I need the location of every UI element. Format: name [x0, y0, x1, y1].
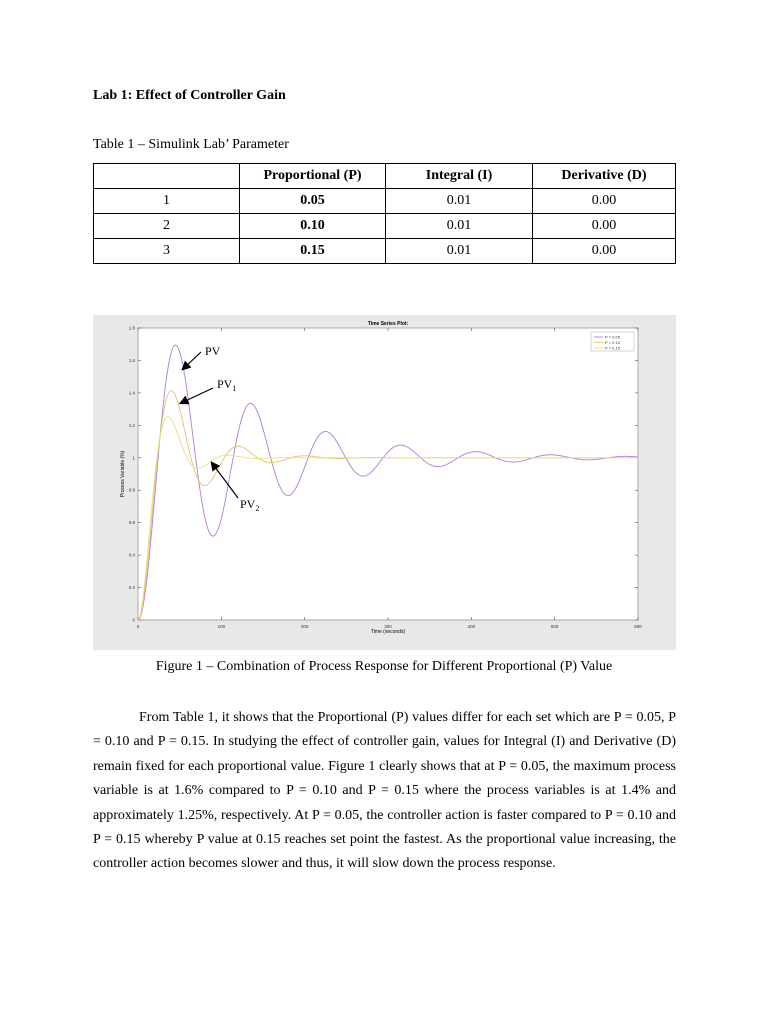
table-header-cell: Proportional (P) [240, 164, 386, 189]
table-cell: 0.01 [386, 214, 533, 239]
x-tick-label: 200 [300, 624, 309, 629]
annotation-label: $PV_1$ [217, 377, 237, 393]
plot-area [138, 328, 638, 620]
y-tick-label: 1 [132, 455, 135, 461]
annotation-subscript: 2 [255, 504, 260, 513]
y-tick-label: 1.6 [128, 357, 135, 363]
y-tick-label: 0 [132, 617, 135, 623]
y-tick-label: 1.2 [128, 422, 135, 428]
body-paragraph: From Table 1, it shows that the Proportional (P) values differ for each set which are P = 0.05, P = 0.10 and P = 0.15. In studying the effect of controller gain, values for Integral (I) and Derivative (D) remain fixed for each proportional value. Figure 1 clearly shows that at P = 0.05, the maximum process variable is at 1.6% compared to P = 0.10 and P = 0.15 where the process variables is at 1.4% and approximately 1.25%, respectively. At P = 0.05, the controller action is faster compared to P = 0.10 and P = 0.15 whereby P value at 0.15 reaches set point the fastest. As the proportional value increasing, the controller action becomes slower and thus, it will slow down the process response. [93, 710, 676, 872]
table-cell: 2 [94, 214, 240, 239]
y-tick-label: 0.8 [128, 487, 135, 493]
table-caption: Table 1 – Simulink Lab’ Parameter [93, 137, 289, 152]
table-header-row [94, 164, 676, 189]
x-tick-label: 500 [550, 624, 559, 629]
table-cell: 1 [94, 189, 240, 214]
table-cell: 0.15 [240, 239, 386, 264]
figure-1 [93, 315, 676, 650]
annotation-subscript: 1 [232, 384, 237, 393]
table-cell: 0.01 [386, 239, 533, 264]
table-cell: 0.00 [533, 239, 676, 264]
table-row [94, 214, 676, 239]
chart-title: Time Series Plot: [367, 321, 409, 327]
table-cell: 0.00 [533, 214, 676, 239]
legend-entry: P = 0.10 [605, 340, 620, 345]
legend-entry: P = 0.15 [605, 345, 620, 351]
table-cell: 3 [94, 239, 240, 264]
table-header-cell: Integral (I) [386, 164, 533, 189]
parameter-table [93, 163, 676, 264]
y-tick-label: 0.2 [128, 585, 135, 591]
x-tick-label: 100 [217, 624, 226, 629]
table-row [94, 239, 676, 264]
table-row [94, 189, 676, 214]
y-tick-label: 0.4 [128, 552, 135, 558]
table-cell: 0.00 [533, 189, 676, 214]
x-tick-label: 400 [467, 624, 476, 629]
y-tick-label: 1.4 [128, 390, 135, 396]
annotation-label: $PV_2$ [240, 497, 260, 513]
x-tick-label: 300 [384, 624, 392, 629]
table-cell: 0.05 [240, 189, 386, 214]
table-header-cell [94, 164, 240, 189]
x-tick-label: 600 [634, 624, 642, 629]
annotation-label: PV [205, 344, 221, 358]
y-tick-label: 0.6 [128, 520, 135, 526]
figure-caption: Figure 1 – Combination of Process Response for Different Proportional (P) Value [155, 659, 613, 674]
table-header-cell: Derivative (D) [533, 164, 676, 189]
time-series-chart [93, 315, 676, 650]
y-axis-label: Process Variable (%) [120, 450, 126, 498]
x-tick-label: 0 [136, 624, 140, 629]
table-cell: 0.10 [240, 214, 386, 239]
legend-entry: P = 0.05 [605, 334, 620, 340]
lab-title: Lab 1: Effect of Controller Gain [93, 88, 286, 103]
table-cell: 0.01 [386, 189, 533, 214]
y-tick-label: 1.8 [128, 325, 135, 331]
x-axis-label: Time (seconds) [370, 629, 406, 635]
